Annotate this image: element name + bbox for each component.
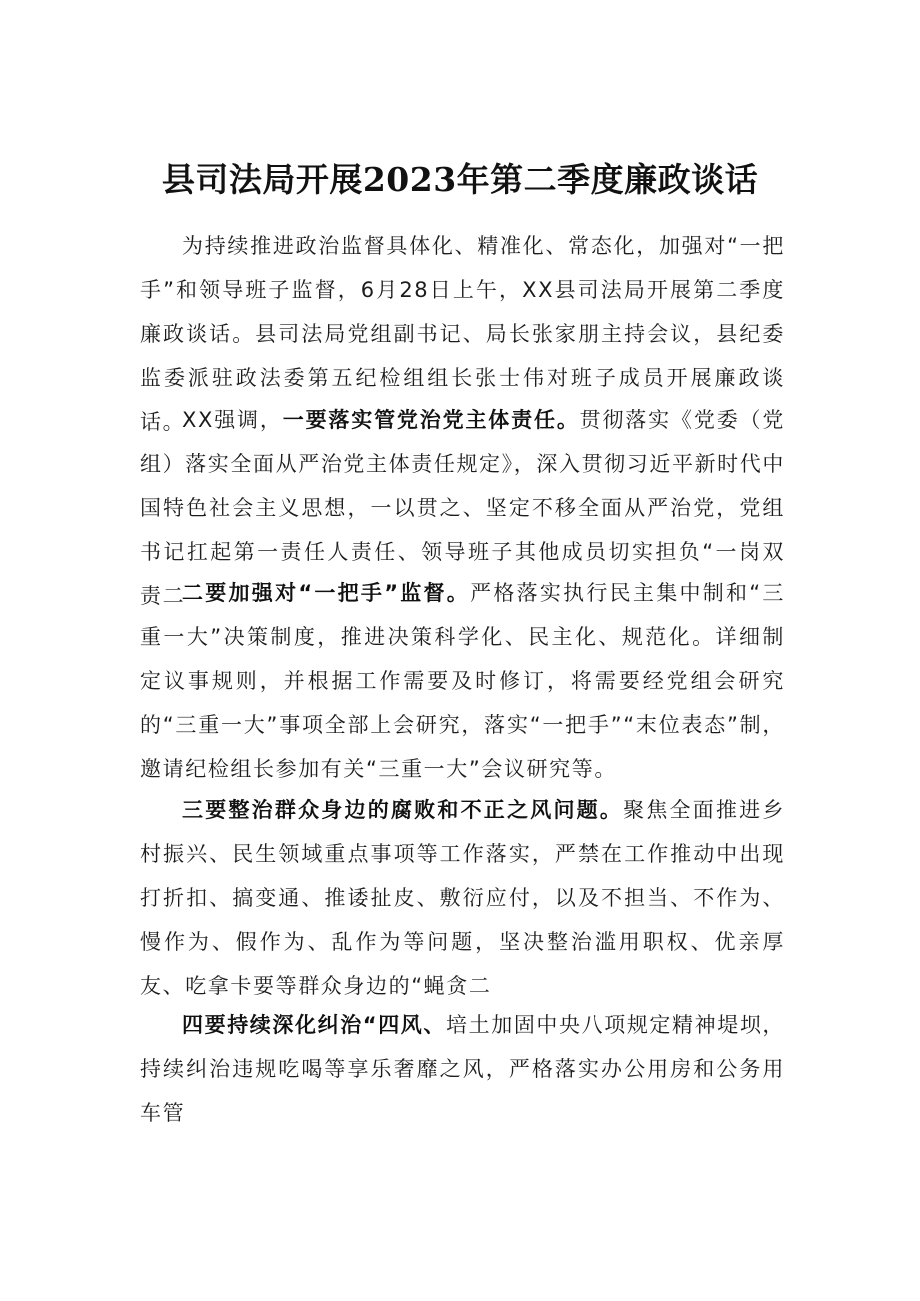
paragraph-4-lead: 三要整治群众身边的腐败和不正之风问题。	[182, 798, 624, 822]
paragraph-2-lead: 一要落实管党治党主体责任。	[282, 408, 580, 432]
paragraph-3-lead: 二要加强对“一把手”监督。	[182, 581, 471, 605]
paragraph-2-prefix: XX强调，	[182, 408, 283, 432]
document-title: 县司法局开展2023年第二季度廉政谈话	[161, 160, 759, 200]
paragraph-5-content	[140, 1003, 785, 1135]
paragraph-4-content	[140, 788, 785, 1008]
paragraph-3-content	[140, 571, 785, 791]
paragraph-5	[140, 1003, 785, 1135]
paragraph-4-text: 聚焦全面推进乡村振兴、民生领域重点事项等工作落实，严禁在工作推动中出现打折扣、搞变通、推诿扯皮、敷衍应付，以及不担当、不作为、慢作为、假作为、乱作为等问题，坚决整治滥用职权、优亲厚友、吃拿卡要等群众身边的“蝇贪二	[140, 798, 786, 998]
paragraph-5-lead: 四要持续深化纠治“四风、	[182, 1013, 447, 1037]
paragraph-4	[140, 788, 785, 1008]
paragraph-3-text: 严格落实执行民主集中制和“三重一大”决策制度，推进决策科学化、民主化、规范化。详细制定议事规则，并根据工作需要及时修订，将需要经党组会研究的“三重一大”事项全部上会研究，落实“一把手”“末位表态”制，邀请纪检组长参加有关“三重一大”会议研究等。	[140, 581, 785, 781]
paragraph-2-text: 贯彻落实《党委（党组）落实全面从严治党主体责任规定》，深入贯彻习近平新时代中国特色社会主义思想，一以贯之、坚定不移全面从严治党，党组书记扛起第一责任人责任、领导班子其他成员切实担负“一岗双责二	[140, 408, 785, 608]
paragraph-3	[140, 571, 785, 791]
paragraph-1-text: 为持续推进政治监督具体化、精准化、常态化，加强对“一把手”和领导班子监督，6月28日上午，XX县司法局开展第二季度廉政谈话。县司法局党组副书记、局长张家朋主持会议，县纪委监委派驻政法委第五纪检组组长张士伟对班子成员开展廉政谈话。	[140, 234, 785, 434]
paragraph-5-text: 培土加固中央八项规定精神堤坝，持续纠治违规吃喝等享乐奢靡之风，严格落实办公用房和公务用车管	[140, 1013, 786, 1125]
